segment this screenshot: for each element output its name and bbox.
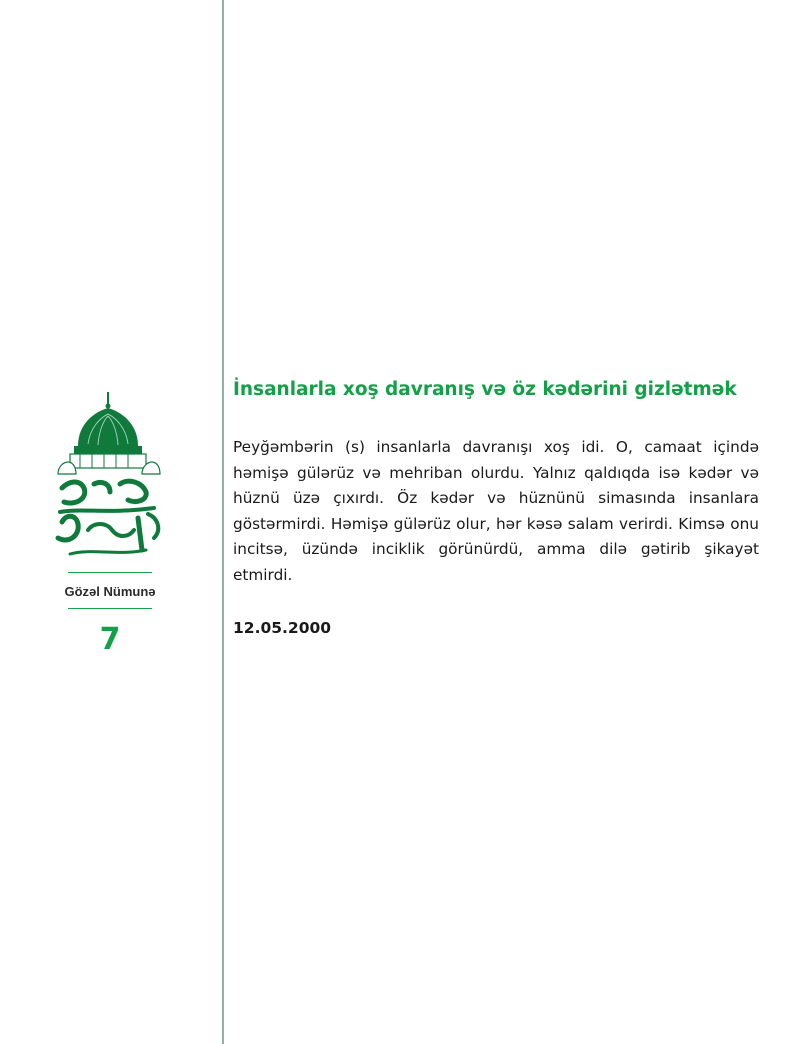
article-body: Peyğəmbərin (s) insanlarla davranışı xoş idi. O, camaat içində həmişə gülərüz və mehriban olurdu. Yalnız qaldıqda isə kədər və hüznü üzə çıxırdı. Öz kədər və hüznünü simasında insanlara göstərmirdi. Həmişə gülərüz olur, hər kəsə salam verirdi. Kimsə onu incitsə, üzündə inciklik görünürdü, amma dilə gətirib şikayət etmirdi. xyxy=(233,438,759,584)
logo-caption: Gözəl Nümunə xyxy=(64,584,156,599)
caption-top-rule xyxy=(68,572,152,573)
page-number: 7 xyxy=(99,622,121,657)
mosque-dome-calligraphy-icon xyxy=(50,388,170,566)
article-date: 12.05.2000 xyxy=(233,619,332,637)
vertical-divider xyxy=(222,0,224,1044)
article-title: İnsanlarla xoş davranış və öz kədərini gizlətmək xyxy=(233,379,737,400)
caption-bottom-rule xyxy=(68,608,152,609)
